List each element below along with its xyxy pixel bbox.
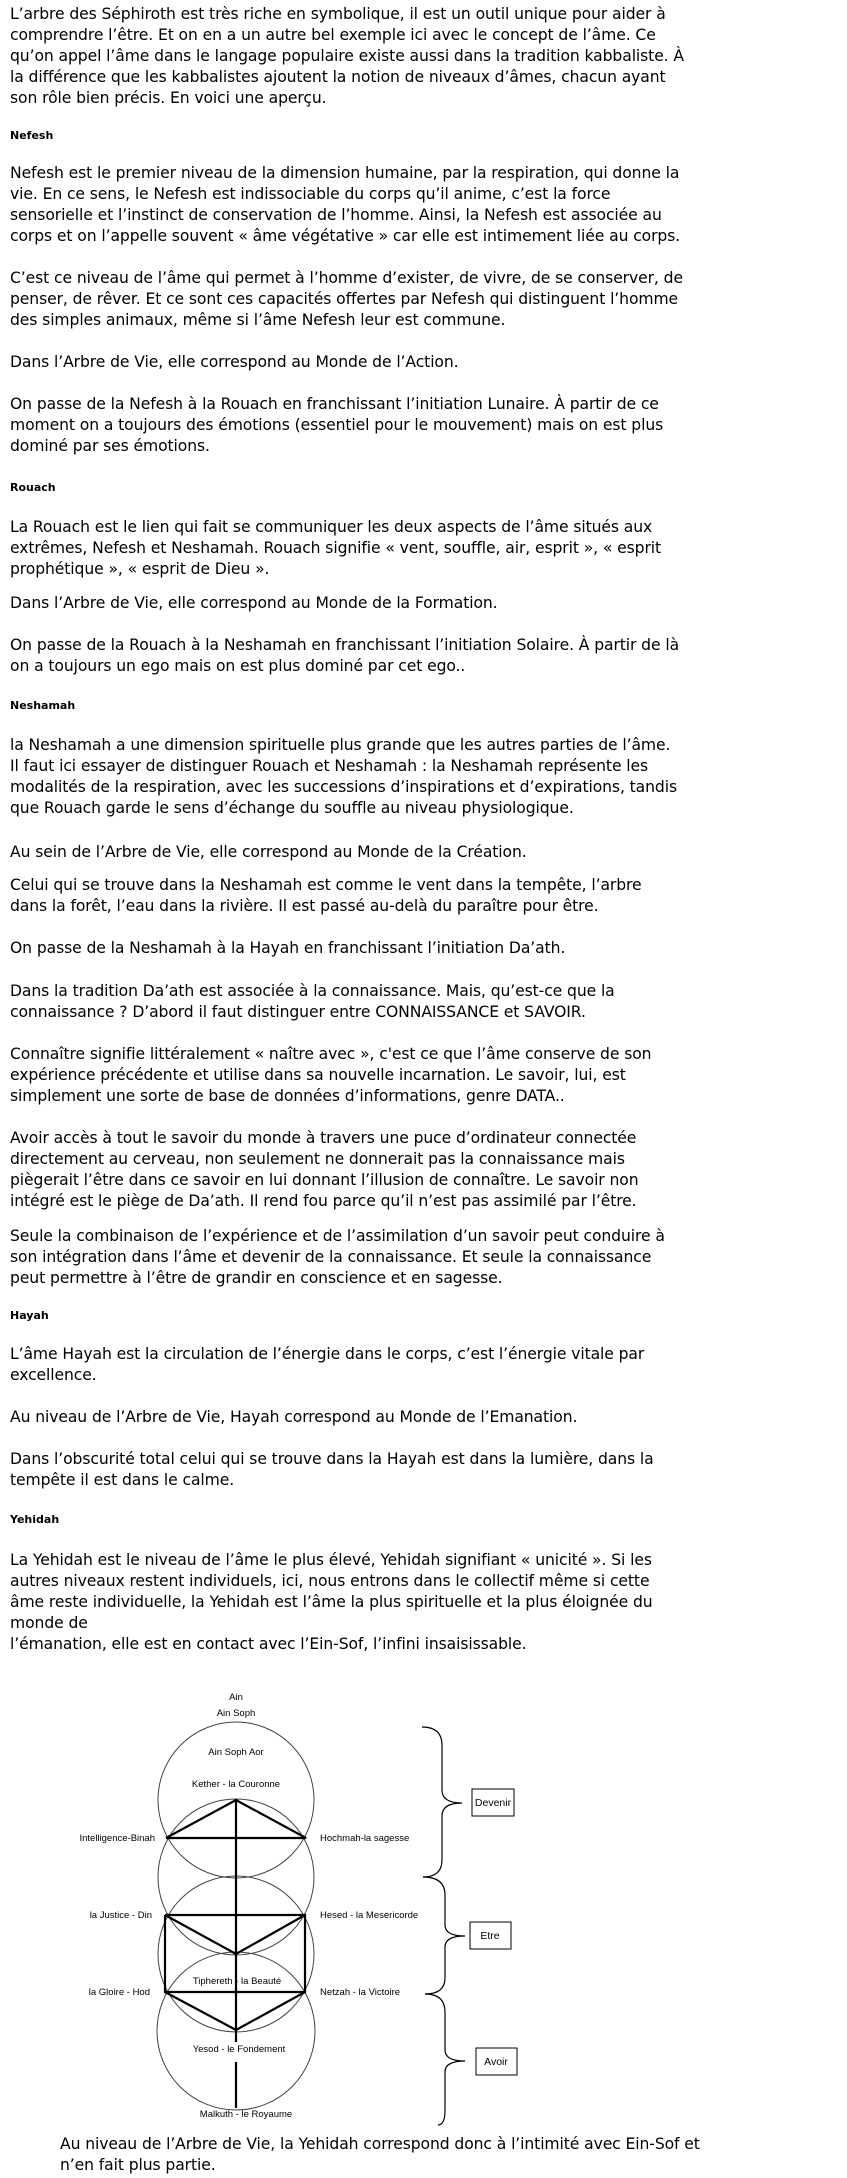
label-tiphereth: Tiphereth - la Beauté	[192, 1976, 282, 1987]
hayah-paragraph-2: Au niveau de l’Arbre de Vie, Hayah correspond au Monde de l’Emanation.	[10, 1408, 578, 1426]
brace-etre	[423, 1877, 465, 1994]
label-ain-soph-aor: Ain Soph Aor	[208, 1747, 264, 1758]
nefesh-paragraph-3: Dans l’Arbre de Vie, elle correspond au Monde de l’Action.	[10, 353, 459, 371]
yehidah-paragraph-1: La Yehidah est le niveau de l’âme le plus élevé, Yehidah signifiant « unicité ». Si les autres niveaux restent individuels, ici, nous entrons dans le collectif même si cette âme reste individuelle, la Yehidah est l’âme la plus spirituelle et la plus éloignée du monde de l’émanation, elle est en contact avec l’Ein-Sof, l’infini insaisissable.	[10, 1551, 653, 1653]
rouach-paragraph-2: Dans l’Arbre de Vie, elle correspond au Monde de la Formation.	[10, 594, 498, 612]
closing-paragraph: Au niveau de l’Arbre de Vie, la Yehidah correspond donc à l’intimité avec Ein-Sof et n’en fait plus partie.	[60, 2135, 700, 2174]
neshamah-paragraph-8: Seule la combinaison de l’expérience et de l’assimilation d’un savoir peut conduire à son intégration dans l’âme et devenir de la connaissance. Et seule la connaissance peut permettre à l’être de grandir en conscience et en sagesse.	[10, 1227, 665, 1287]
nefesh-paragraph-2: C’est ce niveau de l’âme qui permet à l’homme d’exister, de vivre, de se conserver, de penser, de rêver. Et ce sont ces capacités offertes par Nefesh qui distinguent l’homme des simples animaux, même si l’âme Nefesh leur est commune.	[10, 269, 683, 329]
heading-rouach: Rouach	[10, 481, 56, 494]
label-hesed: Hesed - la Mesericorde	[320, 1910, 419, 1921]
rouach-paragraph-3: On passe de la Rouach à la Neshamah en franchissant l’initiation Solaire. À partir de là on a toujours un ego mais on est plus dominé par cet ego..	[10, 636, 680, 675]
hayah-paragraph-3: Dans l’obscurité total celui qui se trouve dans la Hayah est dans la lumière, dans la tempête il est dans le calme.	[10, 1450, 654, 1489]
tree-of-life-diagram	[0, 1680, 847, 2130]
label-netzah: Netzah - la Victoire	[320, 1987, 401, 1998]
neshamah-paragraph-4: On passe de la Neshamah à la Hayah en franchissant l’initiation Da’ath.	[10, 939, 566, 957]
heading-yehidah: Yehidah	[10, 1513, 60, 1526]
label-avoir: Avoir	[484, 2056, 508, 2068]
label-din: la Justice - Din	[89, 1910, 152, 1921]
neshamah-paragraph-1: la Neshamah a une dimension spirituelle plus grande que les autres parties de l’âme. Il faut ici essayer de distinguer Rouach et Neshamah : la Neshamah représente les modalités de la respiration, avec les successions d’inspirations et d’expirations, tandis que Rouach garde le sens d’échange du souffle au niveau physiologique.	[10, 736, 677, 817]
paths	[165, 1800, 306, 2108]
nefesh-paragraph-1: Nefesh est le premier niveau de la dimension humaine, par la respiration, qui donne la vie. En ce sens, le Nefesh est indissociable du corps qu’il anime, c’est la force sensorielle et l’instinct de conservation de l’homme. Ainsi, la Nefesh est associée au corps et on l’appelle souvent « âme végétative » car elle est intimement liée au corps.	[10, 164, 681, 245]
label-binah: Intelligence-Binah	[79, 1833, 155, 1844]
label-ain: Ain	[229, 1692, 243, 1703]
heading-neshamah: Neshamah	[10, 699, 76, 712]
label-yesod: Yesod - le Fondement	[192, 2044, 286, 2055]
brace-avoir	[425, 1994, 465, 2125]
neshamah-paragraph-6: Connaître signifie littéralement « naître avec », c'est ce que l’âme conserve de son expérience précédente et utilise dans sa nouvelle incarnation. Le savoir, lui, est simplement une sorte de base de données d’informations, genre DATA..	[10, 1045, 652, 1105]
label-ain-soph: Ain Soph	[216, 1708, 256, 1719]
hayah-paragraph-1: L’âme Hayah est la circulation de l’énergie dans le corps, c’est l’énergie vitale par excellence.	[10, 1345, 645, 1384]
braces	[422, 1727, 465, 2125]
rouach-paragraph-1: La Rouach est le lien qui fait se communiquer les deux aspects de l’âme situés aux extrêmes, Nefesh et Neshamah. Rouach signifie « vent, souffle, air, esprit », « esprit prophétique », « esprit de Dieu ».	[10, 518, 662, 578]
label-etre: Etre	[480, 1930, 500, 1942]
neshamah-paragraph-2: Au sein de l’Arbre de Vie, elle correspond au Monde de la Création.	[10, 843, 527, 861]
brace-devenir	[422, 1727, 462, 1877]
neshamah-paragraph-5: Dans la tradition Da’ath est associée à la connaissance. Mais, qu’est-ce que la connaissance ? D’abord il faut distinguer entre CONNAISSANCE et SAVOIR.	[10, 982, 615, 1021]
heading-hayah: Hayah	[10, 1309, 49, 1322]
label-devenir: Devenir	[474, 1797, 512, 1809]
heading-nefesh: Nefesh	[10, 129, 54, 142]
nefesh-paragraph-4: On passe de la Nefesh à la Rouach en franchissant l’initiation Lunaire. À partir de ce moment on a toujours des émotions (essentiel pour le mouvement) mais on est plus dominé par ses émotions.	[10, 395, 664, 455]
neshamah-paragraph-7: Avoir accès à tout le savoir du monde à travers une puce d’ordinateur connectée directement au cerveau, non seulement ne donnerait pas la connaissance mais piègerait l’être dans ce savoir en lui donnant l’illusion de connaître. Le savoir non intégré est le piège de Da’ath. Il rend fou parce qu’il n’est pas assimilé par l’être.	[10, 1129, 639, 1210]
label-hochmah: Hochmah-la sagesse	[320, 1833, 410, 1844]
neshamah-paragraph-3: Celui qui se trouve dans la Neshamah est comme le vent dans la tempête, l’arbre dans la forêt, l’eau dans la rivière. Il est passé au-delà du paraître pour être.	[10, 876, 642, 915]
intro-paragraph: L’arbre des Séphiroth est très riche en symbolique, il est un outil unique pour aider à comprendre l’être. Et on en a un autre bel exemple ici avec le concept de l’âme. Ce qu’on appel l’âme dans le langage populaire existe aussi dans la tradition kabbaliste. À la différence que les kabbalistes ajoutent la notion de niveaux d’âmes, chacun ayant son rôle bien précis. En voici une aperçu.	[10, 5, 684, 107]
label-kether: Kether - la Couronne	[191, 1779, 281, 1790]
label-hod: la Gloire - Hod	[88, 1987, 150, 1998]
label-malkuth: Malkuth - le Royaume	[199, 2109, 293, 2120]
